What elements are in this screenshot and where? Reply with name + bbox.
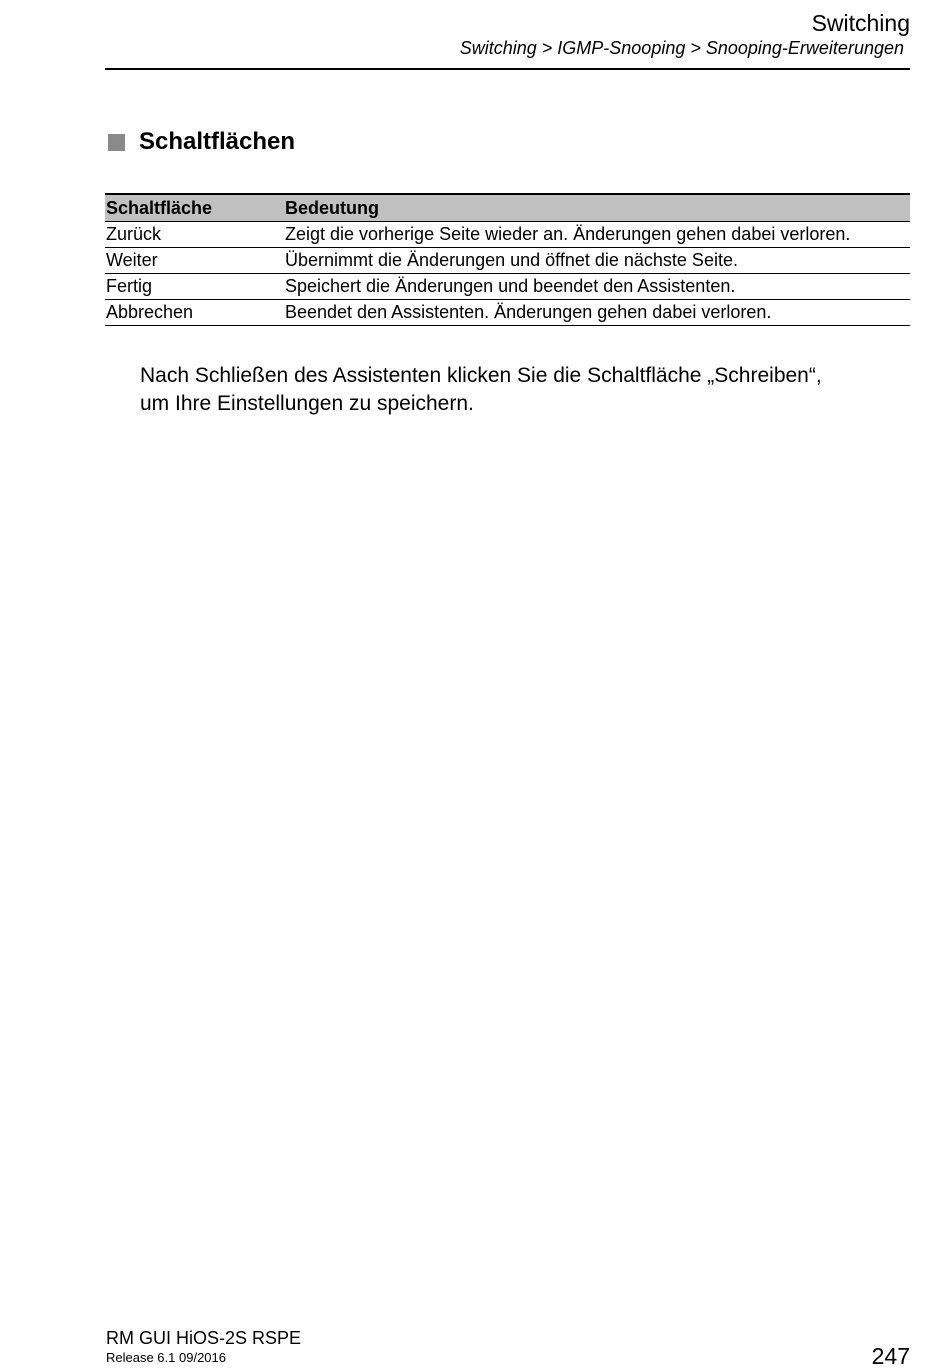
- table-cell-button-name: Abbrechen: [105, 300, 284, 326]
- column-header-button: Schaltfläche: [105, 194, 284, 222]
- table-cell-button-name: Fertig: [105, 274, 284, 300]
- section-title: Schaltflächen: [139, 128, 296, 155]
- square-bullet-icon: [108, 134, 125, 151]
- page-number: 247: [871, 1343, 910, 1369]
- note-paragraph: [140, 362, 915, 418]
- header-chapter-title: Switching: [811, 10, 910, 36]
- buttons-table: [105, 193, 910, 326]
- table-row: [105, 274, 910, 300]
- note-line-2: um Ihre Einstellungen zu speichern.: [140, 392, 474, 415]
- table-header-row: [105, 194, 910, 222]
- table-cell-meaning: Beendet den Assistenten. Änderungen gehen dabei verloren.: [284, 300, 910, 326]
- note-line-1: Nach Schließen des Assistenten klicken Sie die Schaltfläche „Schreiben“,: [140, 364, 822, 387]
- table-cell-button-name: Weiter: [105, 248, 284, 274]
- table-row: [105, 222, 910, 248]
- section-heading: [108, 128, 295, 156]
- footer-document-title: RM GUI HiOS-2S RSPE: [106, 1328, 302, 1348]
- table-cell-meaning: Übernimmt die Änderungen und öffnet die nächste Seite.: [284, 248, 910, 274]
- table-row: [105, 248, 910, 274]
- column-header-meaning: Bedeutung: [284, 194, 910, 222]
- header-divider: [105, 68, 910, 70]
- footer-release: Release 6.1 09/2016: [106, 1350, 226, 1365]
- table-cell-meaning: Zeigt die vorherige Seite wieder an. Änderungen gehen dabei verloren.: [284, 222, 910, 248]
- table-cell-button-name: Zurück: [105, 222, 284, 248]
- table-cell-meaning: Speichert die Änderungen und beendet den Assistenten.: [284, 274, 910, 300]
- table-row: [105, 300, 910, 326]
- breadcrumb: Switching > IGMP-Snooping > Snooping-Erweiterungen: [459, 38, 904, 58]
